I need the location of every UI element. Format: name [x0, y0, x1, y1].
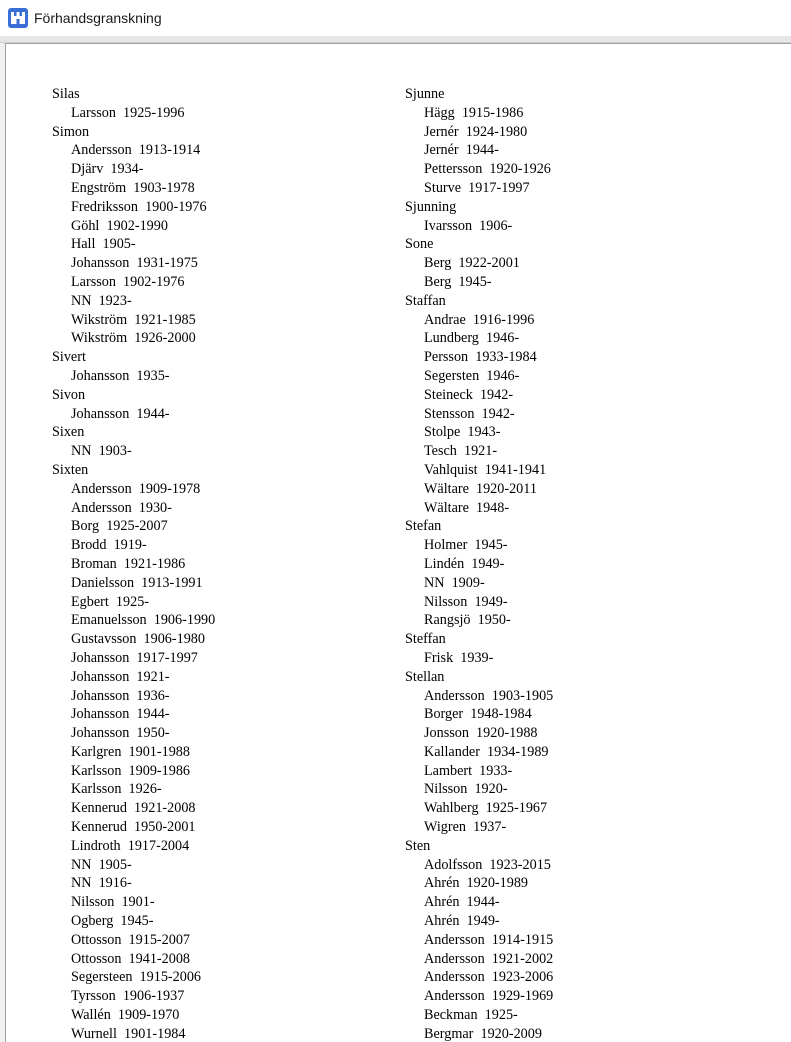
person-entry: Jernér 1944-	[424, 142, 499, 159]
person-entry: Andersson 1921-2002	[424, 950, 554, 967]
given-name-heading: Sixen	[52, 424, 85, 441]
given-name-heading: Sixten	[52, 461, 89, 478]
given-name-heading: Sivon	[52, 386, 86, 403]
person-entry: Danielsson 1913-1991	[71, 574, 203, 591]
person-entry: Wigren 1937-	[424, 819, 507, 836]
person-entry: Göhl 1902-1990	[71, 217, 168, 234]
person-entry: Tyrsson 1906-1937	[71, 988, 185, 1005]
person-entry: Djärv 1934-	[71, 161, 144, 178]
person-entry: Andersson 1903-1905	[424, 687, 554, 704]
person-entry: Kennerud 1950-2001	[71, 819, 196, 836]
person-entry: Borger 1948-1984	[424, 706, 532, 723]
person-entry: Andersson 1909-1978	[71, 480, 201, 497]
person-entry: Andersson 1930-	[71, 499, 172, 516]
person-entry: Hägg 1915-1986	[424, 104, 524, 121]
person-entry: Lindén 1949-	[424, 555, 505, 572]
given-name-heading: Staffan	[405, 292, 446, 309]
given-name-heading: Stefan	[405, 518, 442, 535]
person-entry: Kennerud 1921-2008	[71, 800, 196, 817]
person-entry: Wältare 1920-2011	[424, 480, 537, 497]
person-entry: Stensson 1942-	[424, 405, 515, 422]
given-name-heading: Stellan	[405, 668, 445, 685]
person-entry: Ivarsson 1906-	[424, 217, 513, 234]
person-entry: Beckman 1925-	[424, 1007, 518, 1024]
given-name-heading: Simon	[52, 123, 90, 140]
person-entry: Larsson 1902-1976	[71, 273, 185, 290]
person-entry: Nilsson 1949-	[424, 593, 508, 610]
person-entry: Johansson 1950-	[71, 725, 170, 742]
person-entry: Segersten 1946-	[424, 367, 520, 384]
given-name-heading: Sone	[405, 236, 434, 253]
person-entry: Borg 1925-2007	[71, 518, 168, 535]
person-entry: Jernér 1924-1980	[424, 123, 528, 140]
right-column	[405, 85, 553, 1042]
person-entry: Steineck 1942-	[424, 386, 514, 403]
person-entry: NN 1916-	[71, 875, 132, 892]
person-entry: Ottosson 1915-2007	[71, 931, 191, 948]
preview-page	[5, 43, 791, 1042]
given-name-heading: Silas	[52, 86, 80, 102]
given-name-heading: Sivert	[52, 349, 86, 366]
person-entry: Egbert 1925-	[71, 593, 150, 610]
person-entry: Brodd 1919-	[71, 537, 147, 554]
given-name-heading: Steffan	[405, 631, 446, 648]
person-entry: Gustavsson 1906-1980	[71, 631, 205, 648]
person-entry: Johansson 1921-	[71, 668, 170, 685]
person-entry: Ahrén 1944-	[424, 894, 500, 911]
person-entry: Segersteen 1915-2006	[71, 969, 202, 986]
person-entry: Wurnell 1901-1984	[71, 1025, 186, 1042]
person-entry: Wikström 1921-1985	[71, 311, 196, 328]
person-entry: NN 1905-	[71, 856, 132, 873]
title-bar	[0, 0, 791, 36]
person-entry: Rangsjö 1950-	[424, 612, 511, 629]
given-name-heading: Sten	[405, 837, 431, 854]
person-entry: NN 1909-	[424, 574, 485, 591]
person-entry: Sturve 1917-1997	[424, 179, 530, 196]
person-entry: Karlsson 1926-	[71, 781, 162, 798]
person-entry: Johansson 1917-1997	[71, 649, 198, 666]
person-entry: Adolfsson 1923-2015	[424, 856, 551, 873]
given-name-heading: Sjunning	[405, 198, 457, 215]
person-entry: Pettersson 1920-1926	[424, 161, 551, 178]
person-entry: Johansson 1944-	[71, 405, 170, 422]
person-entry: Wahlberg 1925-1967	[424, 800, 548, 817]
person-entry: Johansson 1936-	[71, 687, 170, 704]
castle-icon	[8, 8, 28, 28]
person-entry: Ottosson 1941-2008	[71, 950, 191, 967]
person-entry: Karlsson 1909-1986	[71, 762, 191, 779]
person-entry: Broman 1921-1986	[71, 555, 186, 572]
left-column	[52, 85, 215, 1042]
person-entry: Bergmar 1920-2009	[424, 1025, 542, 1042]
toolbar-separator	[0, 36, 791, 43]
person-entry: Emanuelsson 1906-1990	[71, 612, 216, 629]
person-entry: Andersson 1914-1915	[424, 931, 554, 948]
person-entry: Andersson 1913-1914	[71, 142, 201, 159]
person-entry: NN 1903-	[71, 443, 132, 460]
person-entry: Andersson 1929-1969	[424, 988, 554, 1005]
person-entry: Larsson 1925-1996	[71, 104, 185, 121]
person-entry: Wältare 1948-	[424, 499, 510, 516]
person-entry: Holmer 1945-	[424, 537, 508, 554]
person-entry: Ahrén 1949-	[424, 913, 500, 930]
person-entry: Jonsson 1920-1988	[424, 725, 538, 742]
person-entry: Johansson 1931-1975	[71, 255, 198, 272]
person-entry: Johansson 1935-	[71, 367, 170, 384]
person-entry: Fredriksson 1900-1976	[71, 198, 207, 215]
person-entry: Johansson 1944-	[71, 706, 170, 723]
given-name-heading: Sjunne	[405, 86, 445, 102]
person-entry: Ogberg 1945-	[71, 913, 154, 930]
person-entry: Wikström 1926-2000	[71, 330, 196, 347]
person-entry: Kallander 1934-1989	[424, 743, 549, 760]
person-entry: NN 1923-	[71, 292, 132, 309]
person-entry: Frisk 1939-	[424, 649, 494, 666]
person-entry: Andersson 1923-2006	[424, 969, 554, 986]
person-entry: Karlgren 1901-1988	[71, 743, 190, 760]
person-entry: Nilsson 1920-	[424, 781, 508, 798]
castle-icon-graphic	[10, 10, 26, 26]
person-entry: Andrae 1916-1996	[424, 311, 535, 328]
person-entry: Lindroth 1917-2004	[71, 837, 190, 854]
window-title: Förhandsgranskning	[34, 10, 162, 26]
person-entry: Hall 1905-	[71, 236, 136, 253]
person-entry: Persson 1933-1984	[424, 349, 537, 366]
person-entry: Ahrén 1920-1989	[424, 875, 529, 892]
person-entry: Stolpe 1943-	[424, 424, 501, 441]
person-entry: Lundberg 1946-	[424, 330, 520, 347]
person-entry: Engström 1903-1978	[71, 179, 195, 196]
person-entry: Wallén 1909-1970	[71, 1007, 180, 1024]
person-entry: Nilsson 1901-	[71, 894, 155, 911]
person-entry: Tesch 1921-	[424, 443, 498, 460]
person-entry: Vahlquist 1941-1941	[424, 461, 547, 478]
person-entry: Berg 1922-2001	[424, 255, 520, 272]
person-entry: Berg 1945-	[424, 273, 492, 290]
person-entry: Lambert 1933-	[424, 762, 513, 779]
